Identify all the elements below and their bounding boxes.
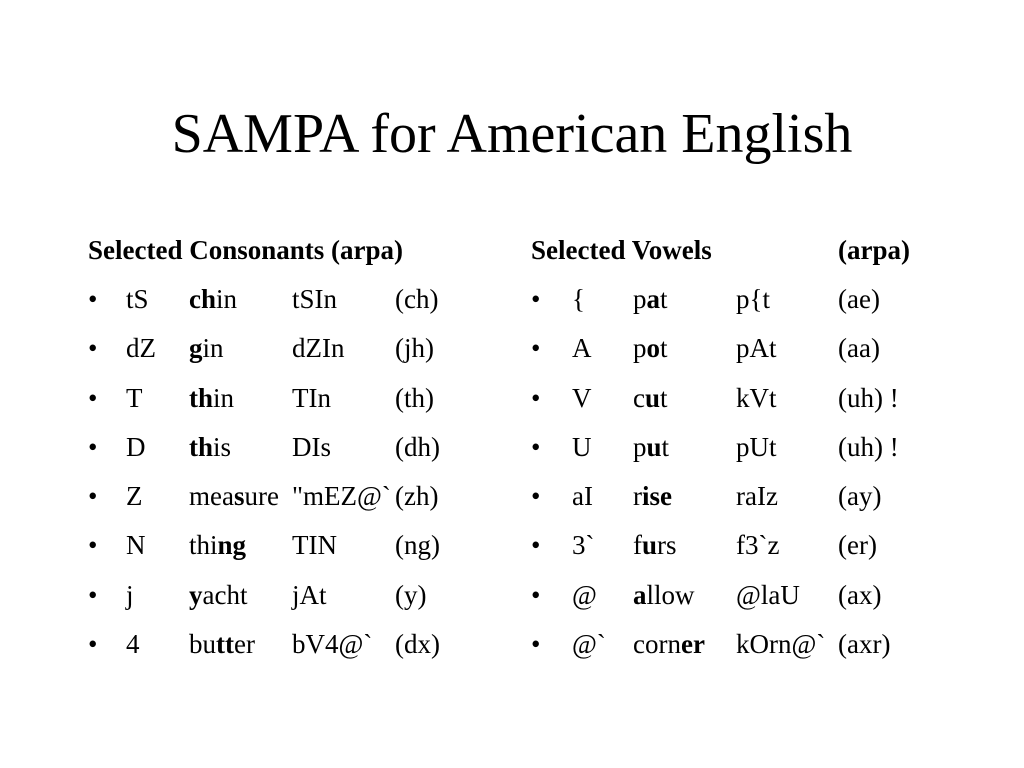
example-word-part: t [660,333,668,364]
example-word [633,573,695,617]
example-word-part: p [633,333,647,364]
arpabet-code: (ch) [395,284,439,314]
example-word [189,277,237,321]
bullet: • [531,333,541,364]
sampa-symbol: tS [126,284,149,314]
sampa-transcription: TIN [292,530,337,561]
sampa-symbol: D [126,431,146,462]
example-word [633,376,668,420]
example-word-highlight: a [646,284,660,314]
sampa-symbol: aI [572,481,593,512]
example-word-highlight: th [189,431,214,462]
example-word-part: acht [202,579,248,610]
arpabet-code: (axr) [838,629,891,660]
bullet: • [531,629,541,660]
example-word-highlight: tt [216,629,234,660]
sampa-symbol: A [572,333,592,364]
bullet: • [88,579,98,610]
arpabet-code: (th) [395,382,434,413]
arpabet-code: (y) [395,579,427,610]
sampa-transcription: @laU [736,579,800,610]
sampa-transcription: tSIn [292,284,338,314]
sampa-symbol: V [572,382,592,413]
example-word-highlight: u [646,431,662,462]
bullet: • [88,333,98,364]
example-word-part: p [633,284,647,314]
example-word-part: bu [189,629,216,660]
example-word-highlight: ng [217,530,247,561]
bullet: • [88,431,98,462]
example-word [189,573,247,617]
sampa-symbol: 3` [572,530,595,561]
sampa-transcription: TIn [292,382,331,413]
example-word-highlight: ise [642,481,672,512]
arpabet-code: (ay) [838,481,882,512]
example-word [189,622,255,666]
example-word-part: in [216,284,238,314]
example-word [633,622,705,666]
sampa-symbol: j [126,579,134,610]
bullet: • [88,284,98,314]
example-word-part: r [633,481,642,512]
example-word-part: er [233,629,255,660]
example-word-highlight: ch [189,284,216,314]
example-word [633,326,668,370]
arpabet-code: (dh) [395,431,440,462]
example-word-highlight: er [680,629,705,660]
example-word-part: f [633,530,642,561]
bullet: • [88,382,98,413]
sampa-symbol: T [126,382,143,413]
consonants-header: Selected Consonants (arpa) [88,235,403,265]
bullet: • [531,530,541,561]
sampa-transcription: DIs [292,431,331,462]
example-word-part: p [633,431,647,462]
example-word [633,474,672,518]
example-word-part: rs [657,530,677,561]
arpabet-code: (uh) ! [838,431,899,462]
example-word [633,277,668,321]
sampa-transcription: bV4@` [292,629,373,660]
arpabet-code: (ng) [395,530,440,561]
example-word-highlight: g [189,333,203,364]
sampa-symbol: @` [572,629,606,660]
bullet: • [88,629,98,660]
consonants-row [88,326,434,375]
example-word-part: ure [244,481,279,512]
consonants-column [88,228,440,671]
consonants-row [88,376,434,425]
sampa-transcription: kOrn@` [736,629,826,660]
consonants-row [88,474,439,523]
example-word-part: llow [646,579,695,610]
example-word-highlight: u [644,382,661,413]
bullet: • [531,579,541,610]
example-word-highlight: o [646,333,660,364]
arpabet-code: (jh) [395,333,434,364]
sampa-transcription: dZIn [292,333,345,364]
bullet: • [531,382,541,413]
example-word [189,326,224,370]
sampa-transcription: raIz [736,481,778,512]
example-word-part: t [661,431,670,462]
example-word [633,425,669,469]
example-word [189,425,231,469]
sampa-transcription: kVt [736,382,777,413]
sampa-transcription: jAt [292,579,327,610]
sampa-transcription: p{t [736,284,770,314]
example-word-part: c [633,382,645,413]
arpabet-code: (er) [838,530,877,561]
arpabet-code: (dx) [395,629,440,660]
bullet: • [88,481,98,512]
arpabet-code: (ax) [838,579,882,610]
arpabet-code: (zh) [395,481,439,512]
example-word [189,474,279,518]
example-word [189,523,246,567]
consonants-row [88,277,439,326]
sampa-transcription: pAt [736,333,777,364]
slide-title: SAMPA for American English [171,103,853,165]
bullet: • [88,530,98,561]
bullet: • [531,481,541,512]
sampa-symbol: Z [126,481,143,512]
sampa-symbol: @ [572,579,597,610]
vowels-header-arpa: (arpa) [838,235,910,265]
consonants-row [88,573,427,622]
example-word-part: thi [189,530,218,561]
bullet: • [531,284,541,314]
example-word-part: mea [189,481,234,512]
example-word-part: in [202,333,224,364]
sampa-transcription: "mEZ@` [292,481,391,512]
example-word-highlight: u [642,530,658,561]
example-word-part: is [213,431,232,462]
arpabet-code: (aa) [838,333,880,364]
bullet: • [531,431,541,462]
sampa-symbol: N [126,530,146,561]
example-word [633,523,677,567]
sampa-transcription: f3`z [736,530,780,561]
example-word [189,376,234,420]
example-word-part: corn [633,629,681,660]
arpabet-code: (ae) [838,284,880,314]
sampa-symbol: dZ [126,333,156,364]
sampa-symbol: 4 [126,629,140,660]
example-word-part: t [660,382,668,413]
example-word-highlight: s [233,481,245,512]
sampa-transcription: pUt [736,431,777,462]
sampa-symbol: U [572,431,592,462]
example-word-highlight: a [633,579,647,610]
vowels-header-label: Selected Vowels [531,235,712,265]
example-word-part: t [660,284,668,314]
consonants-row [88,425,440,474]
example-word-highlight: y [189,579,203,610]
example-word-highlight: th [189,382,214,413]
arpabet-code: (uh) ! [838,382,899,413]
example-word-part: in [213,382,235,413]
consonants-row [88,523,440,572]
sampa-symbol: { [572,284,585,314]
consonants-row [88,622,440,671]
